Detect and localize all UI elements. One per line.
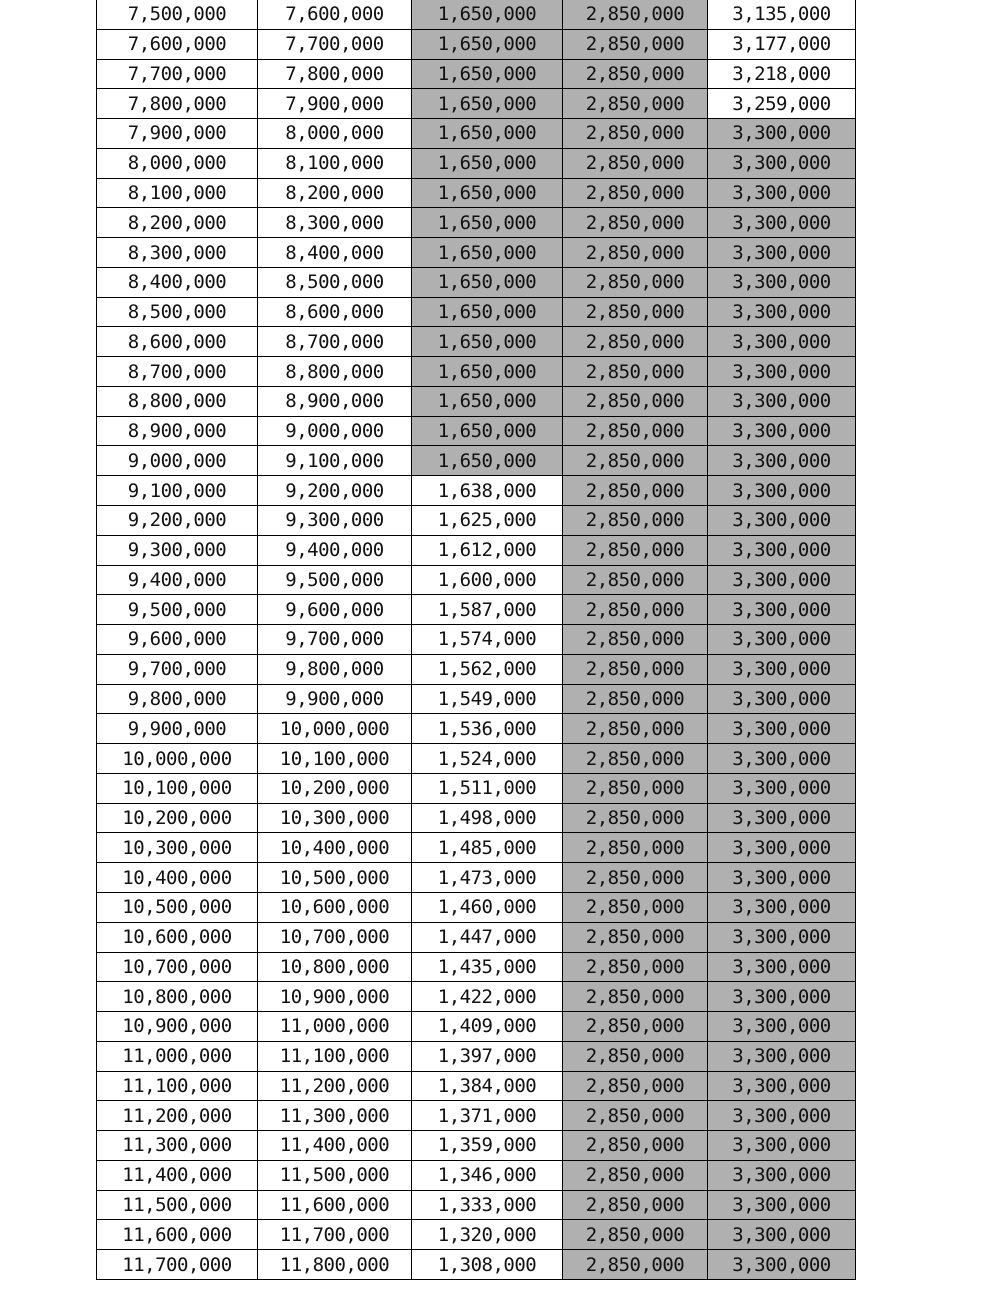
amount-a-cell: 1,650,000: [412, 0, 563, 29]
range-to-cell: 9,900,000: [258, 684, 412, 714]
amount-a-cell: 1,650,000: [412, 386, 563, 416]
amount-c-cell: 3,300,000: [708, 506, 856, 536]
range-to-cell: 10,800,000: [258, 952, 412, 982]
table-row: [97, 1250, 856, 1280]
range-from-cell: 10,100,000: [97, 773, 258, 803]
amount-b-cell: 2,850,000: [563, 654, 708, 684]
amount-a-cell: 1,650,000: [412, 446, 563, 476]
amount-c-cell: 3,300,000: [708, 654, 856, 684]
table-row: [97, 416, 856, 446]
range-from-cell: 9,400,000: [97, 565, 258, 595]
amount-a-cell: 1,650,000: [412, 119, 563, 149]
amount-a-cell: 1,473,000: [412, 863, 563, 893]
table-row: [97, 744, 856, 774]
amount-c-cell: 3,300,000: [708, 684, 856, 714]
range-from-cell: 10,800,000: [97, 982, 258, 1012]
range-from-cell: 8,100,000: [97, 178, 258, 208]
range-to-cell: 10,200,000: [258, 773, 412, 803]
amount-c-cell: 3,300,000: [708, 148, 856, 178]
range-from-cell: 10,900,000: [97, 1012, 258, 1042]
range-to-cell: 10,500,000: [258, 863, 412, 893]
amount-b-cell: 2,850,000: [563, 327, 708, 357]
amount-a-cell: 1,650,000: [412, 267, 563, 297]
table-row: [97, 684, 856, 714]
amount-a-cell: 1,371,000: [412, 1101, 563, 1131]
amount-c-cell: 3,300,000: [708, 892, 856, 922]
table-row: [97, 803, 856, 833]
range-from-cell: 10,000,000: [97, 744, 258, 774]
range-from-cell: 11,600,000: [97, 1220, 258, 1250]
amount-b-cell: 2,850,000: [563, 803, 708, 833]
table-row: [97, 982, 856, 1012]
range-to-cell: 9,700,000: [258, 625, 412, 655]
range-to-cell: 8,300,000: [258, 208, 412, 238]
range-from-cell: 9,500,000: [97, 595, 258, 625]
table-row: [97, 208, 856, 238]
table-row: [97, 1071, 856, 1101]
amount-a-cell: 1,384,000: [412, 1071, 563, 1101]
range-from-cell: 11,000,000: [97, 1041, 258, 1071]
range-to-cell: 10,600,000: [258, 892, 412, 922]
range-from-cell: 9,300,000: [97, 535, 258, 565]
amount-b-cell: 2,850,000: [563, 1220, 708, 1250]
range-from-cell: 10,600,000: [97, 922, 258, 952]
amount-a-cell: 1,359,000: [412, 1131, 563, 1161]
amount-a-cell: 1,650,000: [412, 297, 563, 327]
range-to-cell: 10,900,000: [258, 982, 412, 1012]
table-row: [97, 446, 856, 476]
amount-a-cell: 1,587,000: [412, 595, 563, 625]
amount-a-cell: 1,320,000: [412, 1220, 563, 1250]
amount-a-cell: 1,650,000: [412, 208, 563, 238]
range-from-cell: 11,400,000: [97, 1160, 258, 1190]
table-row: [97, 833, 856, 863]
amount-c-cell: 3,300,000: [708, 922, 856, 952]
amount-b-cell: 2,850,000: [563, 178, 708, 208]
amount-b-cell: 2,850,000: [563, 1250, 708, 1280]
amount-a-cell: 1,498,000: [412, 803, 563, 833]
range-to-cell: 10,300,000: [258, 803, 412, 833]
amount-c-cell: 3,135,000: [708, 0, 856, 29]
table-row: [97, 1220, 856, 1250]
range-to-cell: 8,600,000: [258, 297, 412, 327]
range-from-cell: 9,900,000: [97, 714, 258, 744]
range-from-cell: 11,200,000: [97, 1101, 258, 1131]
amount-c-cell: 3,300,000: [708, 744, 856, 774]
range-to-cell: 8,900,000: [258, 386, 412, 416]
amount-c-cell: 3,300,000: [708, 476, 856, 506]
range-to-cell: 9,600,000: [258, 595, 412, 625]
table-row: [97, 297, 856, 327]
range-from-cell: 10,400,000: [97, 863, 258, 893]
amount-a-cell: 1,574,000: [412, 625, 563, 655]
amount-b-cell: 2,850,000: [563, 892, 708, 922]
range-to-cell: 11,000,000: [258, 1012, 412, 1042]
range-from-cell: 8,900,000: [97, 416, 258, 446]
range-to-cell: 9,300,000: [258, 506, 412, 536]
amount-a-cell: 1,308,000: [412, 1250, 563, 1280]
table-row: [97, 1012, 856, 1042]
amount-c-cell: 3,300,000: [708, 625, 856, 655]
table-row: [97, 89, 856, 119]
amount-b-cell: 2,850,000: [563, 386, 708, 416]
table-row: [97, 863, 856, 893]
table-row: [97, 595, 856, 625]
amount-b-cell: 2,850,000: [563, 148, 708, 178]
range-to-cell: 9,200,000: [258, 476, 412, 506]
amount-b-cell: 2,850,000: [563, 416, 708, 446]
range-to-cell: 8,500,000: [258, 267, 412, 297]
amount-c-cell: 3,300,000: [708, 863, 856, 893]
amount-b-cell: 2,850,000: [563, 982, 708, 1012]
range-from-cell: 7,800,000: [97, 89, 258, 119]
amount-c-cell: 3,300,000: [708, 1220, 856, 1250]
amount-b-cell: 2,850,000: [563, 267, 708, 297]
range-to-cell: 10,700,000: [258, 922, 412, 952]
amount-a-cell: 1,511,000: [412, 773, 563, 803]
table-row: [97, 178, 856, 208]
amount-a-cell: 1,447,000: [412, 922, 563, 952]
range-from-cell: 9,200,000: [97, 506, 258, 536]
table-row: [97, 476, 856, 506]
range-to-cell: 9,400,000: [258, 535, 412, 565]
table-body: [97, 0, 856, 1279]
amount-b-cell: 2,850,000: [563, 506, 708, 536]
table-row: [97, 148, 856, 178]
table-row: [97, 29, 856, 59]
range-from-cell: 10,700,000: [97, 952, 258, 982]
amount-c-cell: 3,300,000: [708, 1012, 856, 1042]
amount-a-cell: 1,562,000: [412, 654, 563, 684]
amount-a-cell: 1,460,000: [412, 892, 563, 922]
range-to-cell: 8,700,000: [258, 327, 412, 357]
table-row: [97, 535, 856, 565]
amount-b-cell: 2,850,000: [563, 565, 708, 595]
amount-a-cell: 1,435,000: [412, 952, 563, 982]
table-row: [97, 238, 856, 268]
table-row: [97, 267, 856, 297]
amount-a-cell: 1,650,000: [412, 89, 563, 119]
range-from-cell: 10,200,000: [97, 803, 258, 833]
amount-c-cell: 3,300,000: [708, 297, 856, 327]
amount-a-cell: 1,524,000: [412, 744, 563, 774]
range-from-cell: 8,000,000: [97, 148, 258, 178]
table-row: [97, 625, 856, 655]
table-row: [97, 892, 856, 922]
range-to-cell: 10,000,000: [258, 714, 412, 744]
range-to-cell: 11,600,000: [258, 1190, 412, 1220]
range-from-cell: 8,600,000: [97, 327, 258, 357]
range-to-cell: 9,000,000: [258, 416, 412, 446]
amount-b-cell: 2,850,000: [563, 297, 708, 327]
amount-a-cell: 1,650,000: [412, 416, 563, 446]
amount-a-cell: 1,536,000: [412, 714, 563, 744]
data-table: [96, 0, 856, 1280]
range-to-cell: 11,100,000: [258, 1041, 412, 1071]
range-to-cell: 11,500,000: [258, 1160, 412, 1190]
range-from-cell: 7,500,000: [97, 0, 258, 29]
amount-c-cell: 3,300,000: [708, 803, 856, 833]
table-row: [97, 386, 856, 416]
range-from-cell: 11,100,000: [97, 1071, 258, 1101]
amount-a-cell: 1,625,000: [412, 506, 563, 536]
range-to-cell: 9,800,000: [258, 654, 412, 684]
amount-a-cell: 1,638,000: [412, 476, 563, 506]
table-row: [97, 1041, 856, 1071]
amount-a-cell: 1,485,000: [412, 833, 563, 863]
range-to-cell: 7,800,000: [258, 59, 412, 89]
amount-c-cell: 3,300,000: [708, 208, 856, 238]
amount-b-cell: 2,850,000: [563, 833, 708, 863]
table-row: [97, 0, 856, 29]
amount-c-cell: 3,177,000: [708, 29, 856, 59]
amount-b-cell: 2,850,000: [563, 208, 708, 238]
amount-a-cell: 1,422,000: [412, 982, 563, 1012]
amount-c-cell: 3,300,000: [708, 1131, 856, 1161]
table-row: [97, 952, 856, 982]
table-row: [97, 119, 856, 149]
amount-b-cell: 2,850,000: [563, 773, 708, 803]
table-row: [97, 654, 856, 684]
table-row: [97, 922, 856, 952]
amount-c-cell: 3,300,000: [708, 773, 856, 803]
amount-c-cell: 3,300,000: [708, 416, 856, 446]
amount-a-cell: 1,346,000: [412, 1160, 563, 1190]
amount-a-cell: 1,650,000: [412, 327, 563, 357]
amount-c-cell: 3,300,000: [708, 1160, 856, 1190]
amount-c-cell: 3,300,000: [708, 565, 856, 595]
amount-c-cell: 3,300,000: [708, 595, 856, 625]
table-row: [97, 1160, 856, 1190]
table-row: [97, 1131, 856, 1161]
range-to-cell: 8,000,000: [258, 119, 412, 149]
amount-b-cell: 2,850,000: [563, 863, 708, 893]
range-to-cell: 11,800,000: [258, 1250, 412, 1280]
amount-b-cell: 2,850,000: [563, 446, 708, 476]
amount-a-cell: 1,650,000: [412, 178, 563, 208]
amount-c-cell: 3,300,000: [708, 833, 856, 863]
amount-b-cell: 2,850,000: [563, 684, 708, 714]
amount-b-cell: 2,850,000: [563, 119, 708, 149]
amount-b-cell: 2,850,000: [563, 744, 708, 774]
range-to-cell: 11,300,000: [258, 1101, 412, 1131]
amount-b-cell: 2,850,000: [563, 1131, 708, 1161]
range-from-cell: 11,500,000: [97, 1190, 258, 1220]
table-row: [97, 773, 856, 803]
range-from-cell: 7,600,000: [97, 29, 258, 59]
amount-b-cell: 2,850,000: [563, 1101, 708, 1131]
amount-b-cell: 2,850,000: [563, 1041, 708, 1071]
range-from-cell: 9,800,000: [97, 684, 258, 714]
amount-c-cell: 3,300,000: [708, 714, 856, 744]
range-to-cell: 9,100,000: [258, 446, 412, 476]
range-to-cell: 11,200,000: [258, 1071, 412, 1101]
amount-c-cell: 3,300,000: [708, 535, 856, 565]
amount-c-cell: 3,300,000: [708, 1041, 856, 1071]
amount-a-cell: 1,650,000: [412, 148, 563, 178]
amount-b-cell: 2,850,000: [563, 29, 708, 59]
amount-a-cell: 1,397,000: [412, 1041, 563, 1071]
range-from-cell: 7,900,000: [97, 119, 258, 149]
amount-b-cell: 2,850,000: [563, 1160, 708, 1190]
amount-b-cell: 2,850,000: [563, 625, 708, 655]
amount-c-cell: 3,300,000: [708, 327, 856, 357]
range-from-cell: 9,700,000: [97, 654, 258, 684]
amount-a-cell: 1,409,000: [412, 1012, 563, 1042]
amount-a-cell: 1,549,000: [412, 684, 563, 714]
range-from-cell: 9,000,000: [97, 446, 258, 476]
amount-b-cell: 2,850,000: [563, 535, 708, 565]
amount-b-cell: 2,850,000: [563, 922, 708, 952]
amount-b-cell: 2,850,000: [563, 59, 708, 89]
range-from-cell: 8,400,000: [97, 267, 258, 297]
range-from-cell: 8,200,000: [97, 208, 258, 238]
range-from-cell: 9,100,000: [97, 476, 258, 506]
range-to-cell: 11,700,000: [258, 1220, 412, 1250]
range-to-cell: 9,500,000: [258, 565, 412, 595]
amount-c-cell: 3,300,000: [708, 1250, 856, 1280]
amount-c-cell: 3,300,000: [708, 178, 856, 208]
table-row: [97, 506, 856, 536]
amount-c-cell: 3,259,000: [708, 89, 856, 119]
table-row: [97, 565, 856, 595]
amount-a-cell: 1,650,000: [412, 29, 563, 59]
range-to-cell: 8,400,000: [258, 238, 412, 268]
range-from-cell: 8,800,000: [97, 386, 258, 416]
range-from-cell: 8,700,000: [97, 357, 258, 387]
table-row: [97, 357, 856, 387]
amount-c-cell: 3,300,000: [708, 952, 856, 982]
amount-a-cell: 1,333,000: [412, 1190, 563, 1220]
amount-a-cell: 1,612,000: [412, 535, 563, 565]
amount-b-cell: 2,850,000: [563, 89, 708, 119]
range-to-cell: 8,800,000: [258, 357, 412, 387]
range-from-cell: 8,300,000: [97, 238, 258, 268]
amount-b-cell: 2,850,000: [563, 357, 708, 387]
range-from-cell: 10,500,000: [97, 892, 258, 922]
amount-b-cell: 2,850,000: [563, 1190, 708, 1220]
table-row: [97, 327, 856, 357]
amount-a-cell: 1,650,000: [412, 357, 563, 387]
amount-a-cell: 1,600,000: [412, 565, 563, 595]
table-row: [97, 59, 856, 89]
range-to-cell: 7,700,000: [258, 29, 412, 59]
amount-b-cell: 2,850,000: [563, 595, 708, 625]
table-row: [97, 1101, 856, 1131]
amount-b-cell: 2,850,000: [563, 714, 708, 744]
amount-b-cell: 2,850,000: [563, 238, 708, 268]
amount-b-cell: 2,850,000: [563, 1071, 708, 1101]
range-to-cell: 7,600,000: [258, 0, 412, 29]
range-from-cell: 11,700,000: [97, 1250, 258, 1280]
amount-c-cell: 3,300,000: [708, 446, 856, 476]
amount-c-cell: 3,300,000: [708, 357, 856, 387]
range-from-cell: 11,300,000: [97, 1131, 258, 1161]
amount-c-cell: 3,300,000: [708, 386, 856, 416]
range-to-cell: 8,100,000: [258, 148, 412, 178]
amount-c-cell: 3,218,000: [708, 59, 856, 89]
range-to-cell: 10,400,000: [258, 833, 412, 863]
range-from-cell: 8,500,000: [97, 297, 258, 327]
range-from-cell: 7,700,000: [97, 59, 258, 89]
range-to-cell: 11,400,000: [258, 1131, 412, 1161]
range-from-cell: 10,300,000: [97, 833, 258, 863]
range-to-cell: 8,200,000: [258, 178, 412, 208]
amount-b-cell: 2,850,000: [563, 952, 708, 982]
amount-b-cell: 2,850,000: [563, 476, 708, 506]
amount-c-cell: 3,300,000: [708, 267, 856, 297]
table-row: [97, 1190, 856, 1220]
amount-c-cell: 3,300,000: [708, 1190, 856, 1220]
amount-a-cell: 1,650,000: [412, 238, 563, 268]
table-row: [97, 714, 856, 744]
range-to-cell: 10,100,000: [258, 744, 412, 774]
amount-c-cell: 3,300,000: [708, 1101, 856, 1131]
amount-c-cell: 3,300,000: [708, 119, 856, 149]
amount-a-cell: 1,650,000: [412, 59, 563, 89]
amount-b-cell: 2,850,000: [563, 1012, 708, 1042]
amount-c-cell: 3,300,000: [708, 238, 856, 268]
range-to-cell: 7,900,000: [258, 89, 412, 119]
amount-c-cell: 3,300,000: [708, 982, 856, 1012]
range-from-cell: 9,600,000: [97, 625, 258, 655]
amount-b-cell: 2,850,000: [563, 0, 708, 29]
amount-c-cell: 3,300,000: [708, 1071, 856, 1101]
